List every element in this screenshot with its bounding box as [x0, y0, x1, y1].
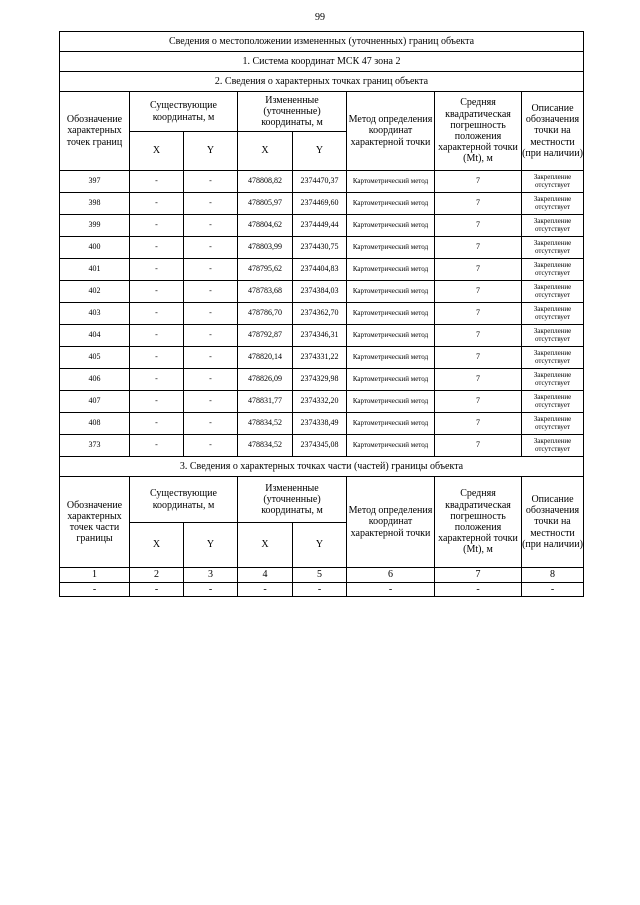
t2-empty-cell: -	[60, 583, 130, 597]
cell-changed-x: 478834,52	[238, 435, 293, 457]
cell-existing-y: -	[184, 413, 238, 435]
cell-changed-x: 478783,68	[238, 281, 293, 303]
cell-existing-x: -	[130, 193, 184, 215]
t2-header-changed: Измененные (уточненные) координаты, м	[238, 477, 347, 523]
cell-method: Картометрический метод	[347, 171, 435, 193]
t2-col-number: 8	[522, 568, 584, 583]
cell-method: Картометрический метод	[347, 325, 435, 347]
t1-header-method: Метод определения координат характерной точки	[347, 92, 435, 171]
cell-accuracy: 7	[435, 325, 522, 347]
cell-description: Закрепление отсутствует	[522, 303, 584, 325]
t2-empty-cell: -	[522, 583, 584, 597]
cell-point: 405	[60, 347, 130, 369]
cell-existing-x: -	[130, 281, 184, 303]
table-row	[60, 193, 584, 215]
cell-existing-x: -	[130, 391, 184, 413]
cell-existing-x: -	[130, 303, 184, 325]
cell-accuracy: 7	[435, 303, 522, 325]
cell-method: Картометрический метод	[347, 347, 435, 369]
cell-method: Картометрический метод	[347, 193, 435, 215]
t1-header-row	[60, 92, 584, 132]
t2-empty-cell: -	[293, 583, 347, 597]
cell-method: Картометрический метод	[347, 215, 435, 237]
t2-col-number: 7	[435, 568, 522, 583]
cell-changed-y: 2374469,60	[293, 193, 347, 215]
section-1-row	[60, 52, 584, 72]
table-row	[60, 281, 584, 303]
t2-header-existing: Существующие координаты, м	[130, 477, 238, 523]
title-row	[60, 32, 584, 52]
cell-changed-x: 478831,77	[238, 391, 293, 413]
t1-header-description: Описание обозначения точки на местности (при наличии)	[522, 92, 584, 171]
cell-method: Картометрический метод	[347, 413, 435, 435]
cell-changed-x: 478803,99	[238, 237, 293, 259]
t2-empty-cell: -	[130, 583, 184, 597]
cell-changed-x: 478795,62	[238, 259, 293, 281]
t1-header-changed-y: Y	[293, 132, 347, 171]
cell-existing-x: -	[130, 171, 184, 193]
cell-existing-y: -	[184, 193, 238, 215]
t2-col-number: 5	[293, 568, 347, 583]
t2-header-description: Описание обозначения точки на местности (при наличии)	[522, 477, 584, 568]
cell-description: Закрепление отсутствует	[522, 281, 584, 303]
t2-header-existing-y: Y	[184, 523, 238, 568]
cell-description: Закрепление отсутствует	[522, 237, 584, 259]
cell-point: 401	[60, 259, 130, 281]
t1-data-body	[60, 171, 584, 457]
cell-existing-y: -	[184, 369, 238, 391]
cell-changed-y: 2374404,83	[293, 259, 347, 281]
cell-description: Закрепление отсутствует	[522, 347, 584, 369]
page-number: 99	[315, 12, 325, 23]
section-2-row	[60, 72, 584, 92]
cell-method: Картометрический метод	[347, 303, 435, 325]
cell-accuracy: 7	[435, 413, 522, 435]
cell-method: Картометрический метод	[347, 259, 435, 281]
cell-changed-y: 2374332,20	[293, 391, 347, 413]
cell-description: Закрепление отсутствует	[522, 413, 584, 435]
t2-column-numbers-row	[60, 568, 584, 583]
section-2-title: 2. Сведения о характерных точках границ объекта	[60, 72, 584, 92]
t2-col-number: 2	[130, 568, 184, 583]
cell-existing-x: -	[130, 325, 184, 347]
cell-accuracy: 7	[435, 215, 522, 237]
main-title: Сведения о местоположении измененных (уточненных) границ объекта	[60, 32, 584, 52]
cell-changed-y: 2374346,31	[293, 325, 347, 347]
cell-method: Картометрический метод	[347, 237, 435, 259]
cell-method: Картометрический метод	[347, 435, 435, 457]
t2-empty-cell: -	[435, 583, 522, 597]
section-3-row	[60, 457, 584, 477]
cell-accuracy: 7	[435, 171, 522, 193]
t2-empty-cell: -	[347, 583, 435, 597]
cell-changed-x: 478820,14	[238, 347, 293, 369]
t1-header-existing-x: X	[130, 132, 184, 171]
cell-changed-x: 478792,87	[238, 325, 293, 347]
cell-description: Закрепление отсутствует	[522, 391, 584, 413]
cell-changed-x: 478786,70	[238, 303, 293, 325]
cell-point: 398	[60, 193, 130, 215]
cell-method: Картометрический метод	[347, 281, 435, 303]
table-row	[60, 171, 584, 193]
t2-empty-cell: -	[184, 583, 238, 597]
cell-changed-y: 2374449,44	[293, 215, 347, 237]
t2-header-changed-x: X	[238, 523, 293, 568]
cell-existing-y: -	[184, 347, 238, 369]
table-row	[60, 325, 584, 347]
cell-accuracy: 7	[435, 435, 522, 457]
table-row	[60, 347, 584, 369]
section-1-title: 1. Система координат МСК 47 зона 2	[60, 52, 584, 72]
table-row	[60, 391, 584, 413]
boundary-table	[59, 31, 584, 597]
cell-point: 407	[60, 391, 130, 413]
cell-point: 373	[60, 435, 130, 457]
table-row	[60, 259, 584, 281]
cell-point: 403	[60, 303, 130, 325]
cell-changed-x: 478834,52	[238, 413, 293, 435]
cell-changed-x: 478804,62	[238, 215, 293, 237]
cell-changed-y: 2374331,22	[293, 347, 347, 369]
t2-header-designation: Обозначение характерных точек части границы	[60, 477, 130, 568]
t1-header-existing-y: Y	[184, 132, 238, 171]
cell-accuracy: 7	[435, 259, 522, 281]
cell-method: Картометрический метод	[347, 369, 435, 391]
t2-col-number: 3	[184, 568, 238, 583]
cell-accuracy: 7	[435, 193, 522, 215]
cell-description: Закрепление отсутствует	[522, 171, 584, 193]
table-row	[60, 237, 584, 259]
t2-empty-cell: -	[238, 583, 293, 597]
cell-description: Закрепление отсутствует	[522, 325, 584, 347]
cell-point: 406	[60, 369, 130, 391]
cell-point: 404	[60, 325, 130, 347]
cell-existing-x: -	[130, 369, 184, 391]
t2-header-accuracy: Средняя квадратическая погрешность положения характерной точки (Mt), м	[435, 477, 522, 568]
cell-existing-x: -	[130, 215, 184, 237]
cell-changed-x: 478805,97	[238, 193, 293, 215]
cell-point: 399	[60, 215, 130, 237]
cell-changed-x: 478808,82	[238, 171, 293, 193]
cell-existing-x: -	[130, 347, 184, 369]
cell-existing-y: -	[184, 325, 238, 347]
t2-header-changed-y: Y	[293, 523, 347, 568]
table-row	[60, 369, 584, 391]
cell-existing-x: -	[130, 435, 184, 457]
cell-point: 408	[60, 413, 130, 435]
cell-point: 400	[60, 237, 130, 259]
cell-existing-y: -	[184, 259, 238, 281]
t1-header-changed-x: X	[238, 132, 293, 171]
table-row	[60, 435, 584, 457]
cell-description: Закрепление отсутствует	[522, 215, 584, 237]
cell-method: Картометрический метод	[347, 391, 435, 413]
table-row	[60, 215, 584, 237]
cell-description: Закрепление отсутствует	[522, 193, 584, 215]
cell-changed-y: 2374362,70	[293, 303, 347, 325]
cell-changed-y: 2374470,37	[293, 171, 347, 193]
cell-description: Закрепление отсутствует	[522, 435, 584, 457]
section-3-title: 3. Сведения о характерных точках части (частей) границы объекта	[60, 457, 584, 477]
table-row	[60, 413, 584, 435]
cell-changed-x: 478826,09	[238, 369, 293, 391]
t2-col-number: 6	[347, 568, 435, 583]
cell-changed-y: 2374338,49	[293, 413, 347, 435]
cell-existing-x: -	[130, 259, 184, 281]
t2-col-number: 1	[60, 568, 130, 583]
cell-accuracy: 7	[435, 369, 522, 391]
cell-description: Закрепление отсутствует	[522, 259, 584, 281]
cell-existing-y: -	[184, 391, 238, 413]
cell-accuracy: 7	[435, 347, 522, 369]
cell-accuracy: 7	[435, 237, 522, 259]
t2-col-number: 4	[238, 568, 293, 583]
cell-existing-y: -	[184, 237, 238, 259]
t2-header-method: Метод определения координат характерной точки	[347, 477, 435, 568]
cell-existing-x: -	[130, 413, 184, 435]
cell-existing-y: -	[184, 171, 238, 193]
cell-changed-y: 2374329,98	[293, 369, 347, 391]
cell-point: 402	[60, 281, 130, 303]
cell-existing-y: -	[184, 215, 238, 237]
t1-header-existing: Существующие координаты, м	[130, 92, 238, 132]
cell-existing-y: -	[184, 303, 238, 325]
cell-existing-y: -	[184, 435, 238, 457]
t2-header-row	[60, 477, 584, 523]
cell-point: 397	[60, 171, 130, 193]
cell-changed-y: 2374384,03	[293, 281, 347, 303]
t2-empty-row	[60, 583, 584, 597]
table-row	[60, 303, 584, 325]
cell-accuracy: 7	[435, 391, 522, 413]
cell-accuracy: 7	[435, 281, 522, 303]
cell-changed-y: 2374430,75	[293, 237, 347, 259]
cell-description: Закрепление отсутствует	[522, 369, 584, 391]
t1-header-changed: Измененные (уточненные) координаты, м	[238, 92, 347, 132]
t2-header-existing-x: X	[130, 523, 184, 568]
cell-existing-x: -	[130, 237, 184, 259]
t1-header-accuracy: Средняя квадратическая погрешность положения характерной точки (Mt), м	[435, 92, 522, 171]
cell-changed-y: 2374345,08	[293, 435, 347, 457]
cell-existing-y: -	[184, 281, 238, 303]
t1-header-designation: Обозначение характерных точек границ	[60, 92, 130, 171]
